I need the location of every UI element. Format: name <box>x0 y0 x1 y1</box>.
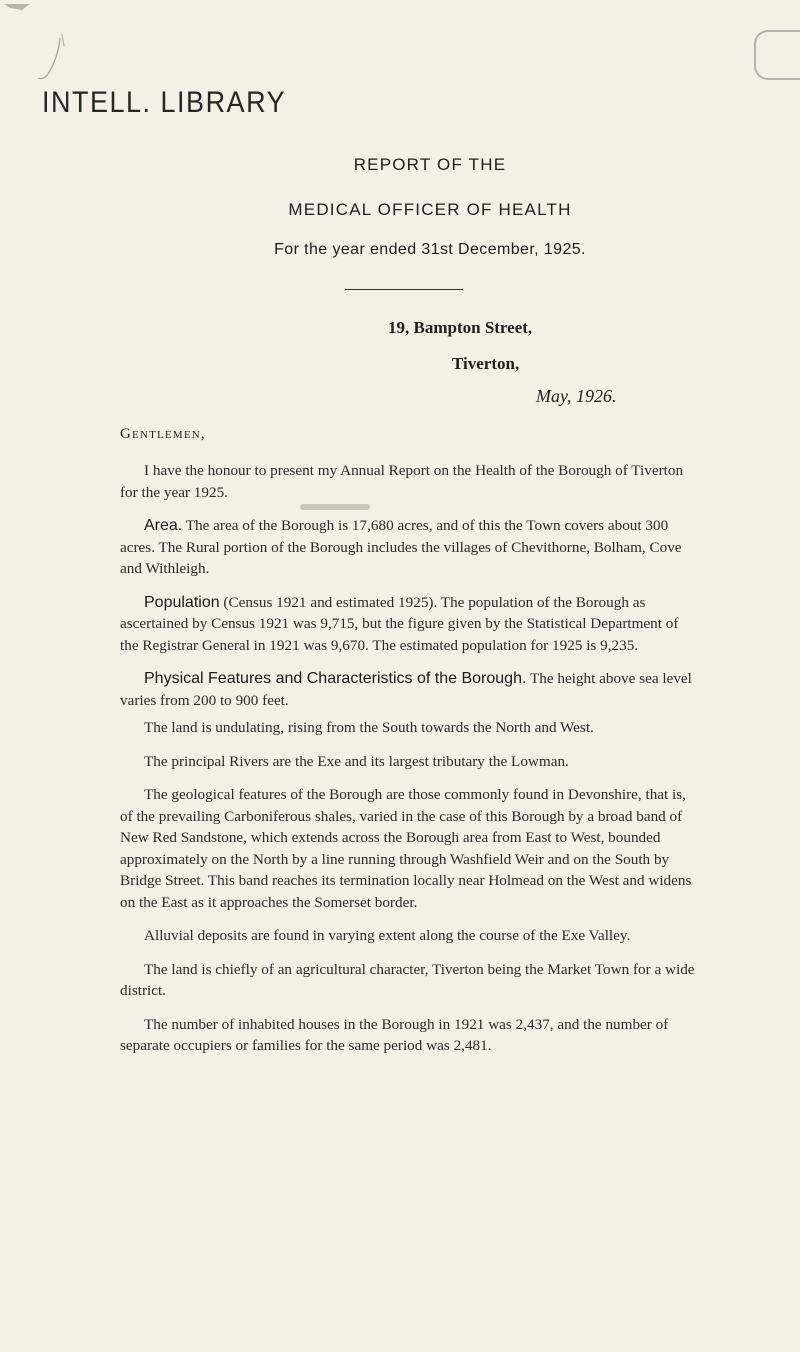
salutation: Gentlemen, <box>120 426 206 442</box>
library-stamp: INTELL. LIBRARY <box>42 86 287 119</box>
population-text: (Census 1921 and estimated 1925). The population of the Borough as ascertained by Census 1921 was 9,715, but the figure given by the Statistical Department of the Registrar General in 1921 was 9,670. The estimated population for 1925 is 9,235. <box>120 593 679 654</box>
divider-rule <box>345 289 463 290</box>
address-town: Tiverton, <box>452 354 520 373</box>
agricultural-paragraph: The land is chiefly of an agricultural character, Tiverton being the Market Town for a wide district. <box>120 960 695 999</box>
report-period: For the year ended 31st December, 1925. <box>274 241 586 258</box>
physical-features-paragraph <box>120 668 700 711</box>
letter-date: May, 1926. <box>536 386 617 406</box>
rivers-paragraph: The principal Rivers are the Exe and its largest tributary the Lowman. <box>144 752 569 770</box>
area-paragraph <box>120 515 700 580</box>
intro-paragraph: I have the honour to present my Annual Report on the Health of the Borough of Tiverton for the year 1925. <box>120 462 684 501</box>
report-title: REPORT OF THE <box>353 155 507 174</box>
area-heading: Area. <box>144 517 183 534</box>
population-paragraph <box>120 592 700 657</box>
alluvial-paragraph: Alluvial deposits are found in varying extent along the course of the Exe Valley. <box>144 927 631 944</box>
report-body <box>120 460 700 1069</box>
corner-bracket-mark <box>754 30 800 80</box>
physical-features-heading: Physical Features and Characteristics of the Borough. <box>144 670 527 687</box>
land-paragraph: The land is undulating, rising from the South towards the North and West. <box>144 719 594 736</box>
houses-paragraph: The number of inhabited houses in the Borough in 1921 was 2,437, and the number of separate occupiers or families for the same period was 2,481. <box>120 1015 669 1054</box>
report-subtitle: MEDICAL OFFICER OF HEALTH <box>288 200 572 219</box>
geology-paragraph: The geological features of the Borough are those commonly found in Devonshire, that is, of the prevailing Carboniferous shales, varied in the case of this Borough by a broad band of New Red Sandstone, which extends across the Borough area from East to West, bounded approximately on the North by a line running through Washfield Weir and on the South by Bridge Street. This band reaches its termination locally near Holmead on the West and widens on the East as it approaches the Somerset border. <box>120 786 692 911</box>
population-heading: Population <box>144 593 220 611</box>
address-street: 19, Bampton Street, <box>388 318 533 337</box>
physical-features-text: The height above sea level varies from 200 to 900 feet. <box>120 670 692 709</box>
area-text: The area of the Borough is 17,680 acres, and of this the Town covers about 300 acres. The Rural portion of the Borough includes the villages of Chevithorne, Bolham, Cove and Withleigh. <box>120 517 682 577</box>
pen-scribble-mark <box>0 0 110 90</box>
